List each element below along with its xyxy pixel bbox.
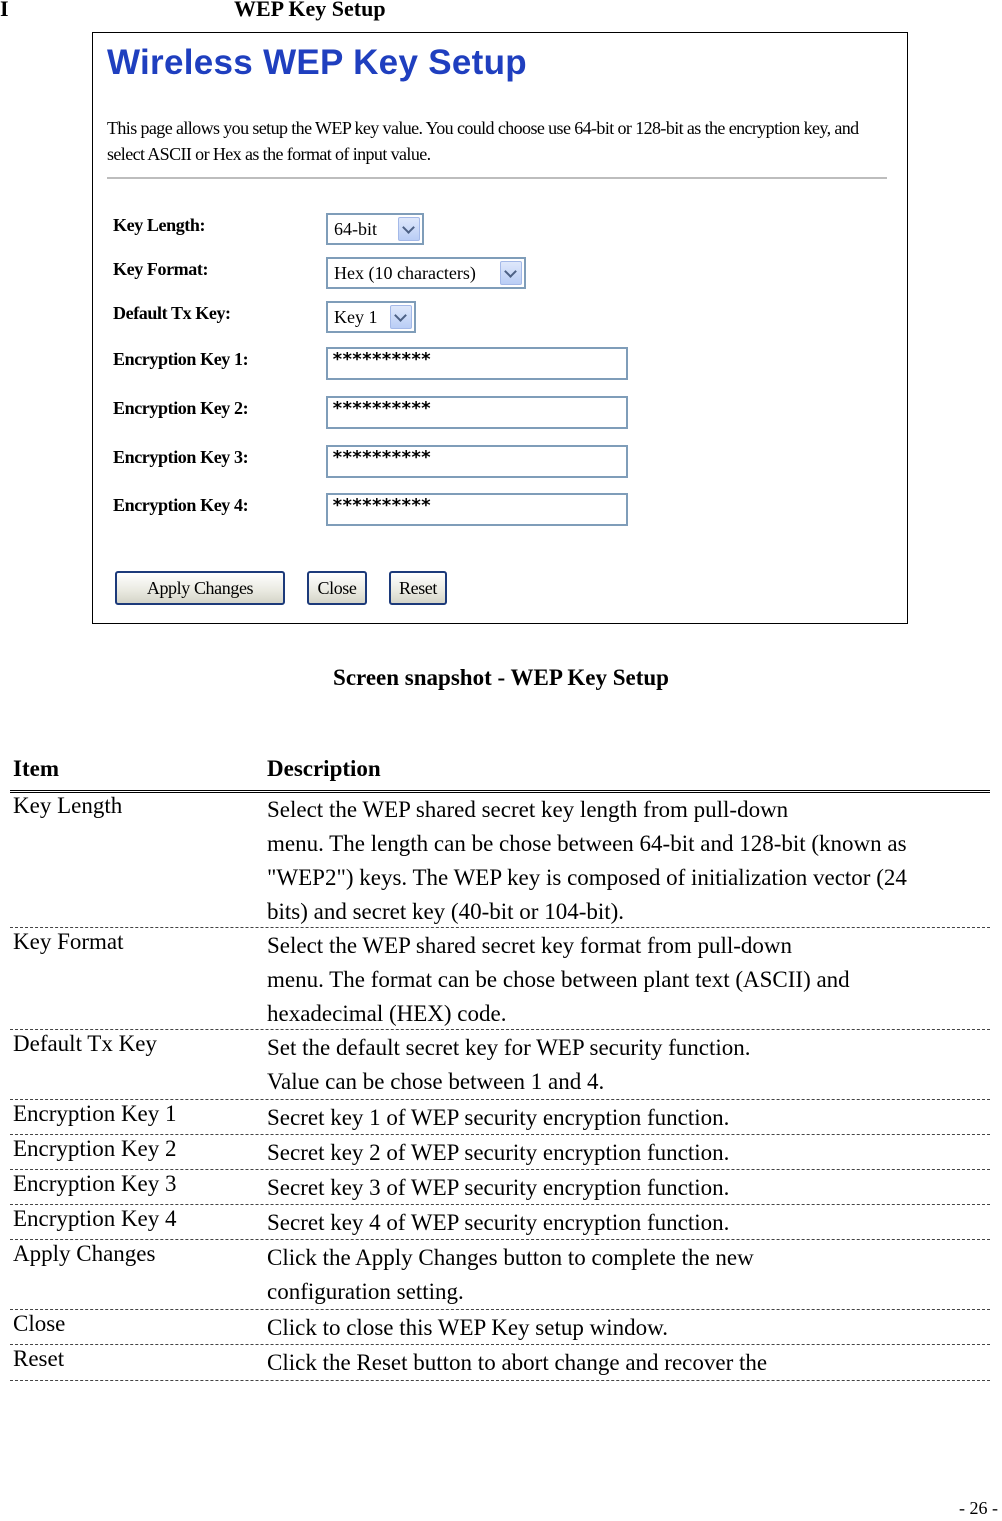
wep-page-description: This page allows you setup the WEP key value. You could choose use 64-bit or 128-bit as the encryption key, and select ASCII or Hex as the format of input value. [107, 118, 859, 164]
reset-button[interactable]: Reset [389, 571, 447, 605]
row-description: Select the WEP shared secret key format from pull-down menu. The format can be chose between plant text (ASCII) and hexadecimal (HEX) code. [267, 933, 850, 1026]
apply-changes-button[interactable]: Apply Changes [115, 571, 285, 605]
divider [107, 177, 887, 179]
key-length-value: 64-bit [334, 219, 377, 239]
section-marker: I [0, 0, 9, 21]
row-item: Close [13, 1311, 66, 1336]
page-number: - 26 - [959, 1498, 998, 1518]
table-row [10, 1310, 990, 1345]
row-description: Set the default secret key for WEP security function. Value can be chose between 1 and 4. [267, 1035, 751, 1094]
row-description: Secret key 1 of WEP security encryption function. [267, 1105, 730, 1130]
row-item: Encryption Key 1 [13, 1101, 177, 1126]
table-header [10, 754, 990, 793]
table-row [10, 792, 990, 928]
close-button[interactable]: Close [307, 571, 367, 605]
row-item: Key Length [13, 793, 123, 818]
figure-caption: Screen snapshot - WEP Key Setup [333, 665, 669, 690]
default-tx-key-label: Default Tx Key: [113, 303, 231, 323]
key-length-select[interactable] [326, 213, 424, 245]
table-row [10, 928, 990, 1030]
table-row [10, 1345, 990, 1381]
chevron-down-icon[interactable] [398, 217, 420, 241]
row-description: Secret key 2 of WEP security encryption function. [267, 1140, 730, 1165]
row-item: Key Format [13, 929, 124, 954]
header-item: Item [13, 756, 59, 781]
encryption-key-4-label: Encryption Key 4: [113, 495, 249, 515]
table-row [10, 1135, 990, 1170]
row-description: Secret key 4 of WEP security encryption function. [267, 1210, 730, 1235]
encryption-key-3-input[interactable]: ********** [326, 445, 628, 478]
table-row [10, 1240, 990, 1310]
chevron-down-icon[interactable] [500, 261, 522, 285]
encryption-key-4-input[interactable]: ********** [326, 493, 628, 526]
wep-setup-screenshot [92, 32, 908, 624]
table-row [10, 1205, 990, 1240]
row-item: Apply Changes [13, 1241, 156, 1266]
row-item: Encryption Key 2 [13, 1136, 177, 1161]
default-tx-key-value: Key 1 [334, 307, 378, 327]
encryption-key-3-label: Encryption Key 3: [113, 447, 249, 467]
encryption-key-2-input[interactable]: ********** [326, 396, 628, 429]
table-row [10, 1030, 990, 1100]
key-format-select[interactable] [326, 257, 526, 289]
row-description: Click to close this WEP Key setup window. [267, 1315, 668, 1340]
row-description: Secret key 3 of WEP security encryption function. [267, 1175, 730, 1200]
encryption-key-1-input[interactable]: ********** [326, 347, 628, 380]
encryption-key-2-label: Encryption Key 2: [113, 398, 249, 418]
default-tx-key-select[interactable] [326, 301, 416, 333]
row-description: Select the WEP shared secret key length from pull-down menu. The length can be chose between 64-bit and 128-bit (known as "WEP2") keys. The WEP key is composed of initialization vector (24 bits) and secret key (40-bit or 104-bit). [267, 797, 907, 924]
row-item: Reset [13, 1346, 65, 1371]
row-description: Click the Reset button to abort change and recover the [267, 1350, 768, 1375]
row-description: Click the Apply Changes button to complete the new configuration setting. [267, 1245, 754, 1304]
header-description: Description [267, 756, 381, 781]
chevron-down-icon[interactable] [390, 305, 412, 329]
key-format-label: Key Format: [113, 259, 209, 279]
section-title: WEP Key Setup [234, 0, 386, 21]
key-length-label: Key Length: [113, 215, 206, 235]
row-item: Encryption Key 4 [13, 1206, 177, 1231]
table-row [10, 1170, 990, 1205]
key-format-value: Hex (10 characters) [334, 263, 476, 283]
table-row [10, 1100, 990, 1135]
wep-page-title: Wireless WEP Key Setup [107, 43, 527, 82]
encryption-key-1-label: Encryption Key 1: [113, 349, 249, 369]
row-item: Default Tx Key [13, 1031, 157, 1056]
row-item: Encryption Key 3 [13, 1171, 177, 1196]
